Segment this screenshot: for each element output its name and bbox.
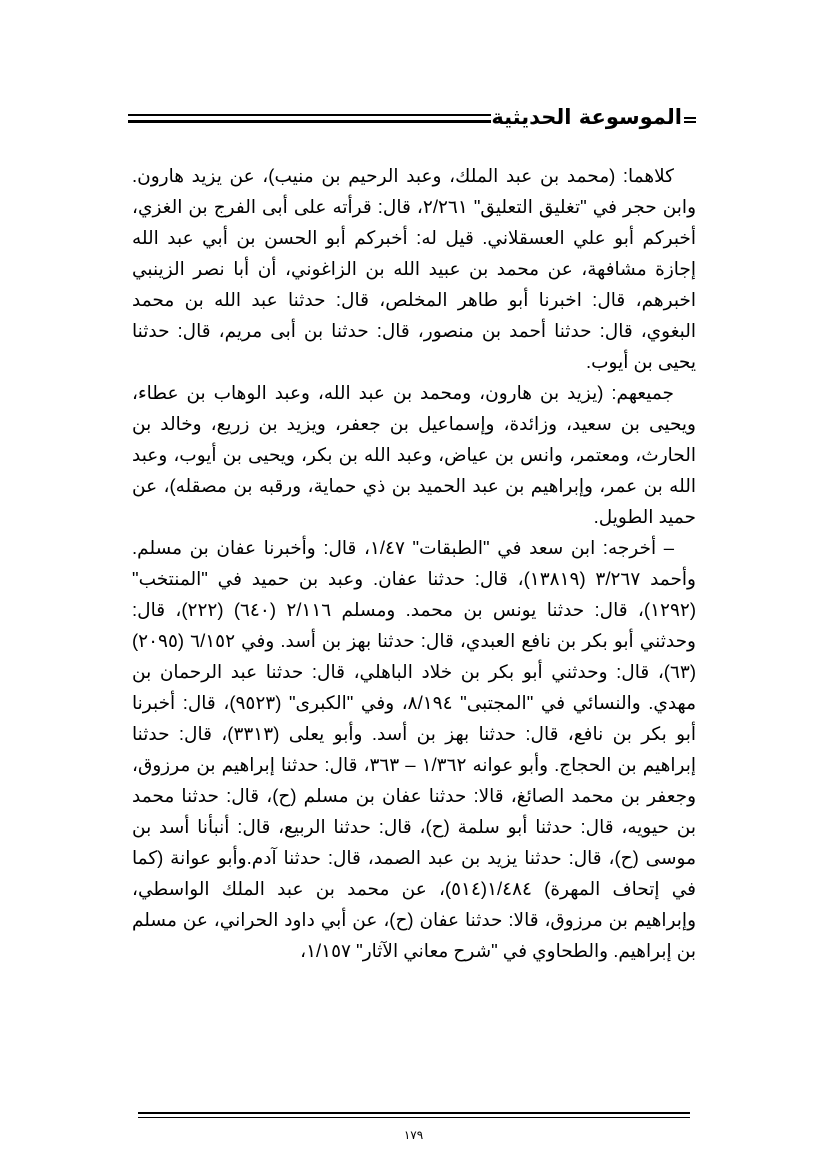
paragraph: كلاهما: (محمد بن عبد الملك، وعبد الرحيم بن منيب)، عن يزيد هارون. وابن حجر في "تغليق التعليق" ٢/٢٦١، قال: قرأته على أبى الفرج بن الغزي، أخبركم أبو علي العسقلاني. قيل له: أخبركم أبو الحسن بن أبي عبد الله إجازة مشافهة، عن محمد بن عبيد الله بن الزاغوني، أن أبا نصر الزينبي اخبرهم، قال: اخبرنا أبو طاهر المخلص، قال: حدثنا عبد الله بن محمد البغوي، قال: حدثنا أحمد بن منصور، قال: حدثنا بن أبى مريم، قال: حدثنا يحيى بن أيوب. — [132, 165, 697, 372]
header-title: الموسوعة الحديثية — [491, 105, 682, 129]
paragraph: – أخرجه: ابن سعد في "الطبقات" ١/٤٧، قال: وأخبرنا عفان بن مسلم. وأحمد ٣/٢٦٧ (١٣٨١٩)، قال: حدثنا عفان. وعبد بن حميد في "المنتخب" (١٢٩٢)، قال: حدثنا يونس بن محمد. ومسلم ٢/١١٦ (٦٤٠) (٢٢٢)، قال: وحدثني أبو بكر بن نافع العبدي، قال: حدثنا بهز بن أسد. وفي ٦/١٥٢ (٢٠٩٥) (٦٣)، قال: وحدثني أبو بكر بن خلاد الباهلي، قال: حدثنا عبد الرحمان بن مهدي. والنسائي في "المجتبى" ٨/١٩٤، وفي "الكبرى" (٩٥٢٣)، قال: أخبرنا أبو بكر بن نافع، قال: حدثنا بهز بن أسد. وأبو يعلى (٣٣١٣)، قال: حدثنا إبراهيم بن الحجاج. وأبو عوانه ١/٣٦٢ – ٣٦٣، قال: حدثنا إبراهيم بن مرزوق، وجعفر بن محمد الصائغ، قالا: حدثنا عفان بن مسلم (ح)، قال: حدثنا محمد بن حيويه، قال: حدثنا أبو سلمة (ح)، قال: حدثنا الربيع، قال: أنبأنا أسد بن موسى (ح)، قال: حدثنا يزيد بن عبد الصمد، قال: حدثنا آدم.وأبو عوانة (كما في إتحاف المهرة) ١/٤٨٤(٥١٤)، عن محمد بن عبد الملك الواسطي، وإبراهيم بن مرزوق، قالا: حدثنا عفان (ح)، عن أبي داود الحراني، عن مسلم بن إبراهيم. والطحاوي في "شرح معاني الآثار" ١/١٥٧، — [132, 537, 696, 961]
header-rule-left — [128, 114, 491, 123]
running-header — [128, 100, 696, 136]
main-text — [132, 160, 696, 966]
footer-rule — [138, 1112, 690, 1118]
header-rule-right — [684, 117, 696, 123]
paragraph: جميعهم: (يزيد بن هارون، ومحمد بن عبد الله، وعبد الوهاب بن عطاء، ويحيى بن سعيد، وزائدة، وإسماعيل بن جعفر، ويزيد بن زريع، وخالد بن الحارث، ومعتمر، وانس بن عياض، وعبد الله بن بكر، ويحيى بن أيوب، وعبد الله بن عمر، وإبراهيم بن عبد الحميد بن ذي حماية، ورقبه بن مصقله)، عن حميد الطويل. — [132, 382, 696, 527]
page-number: ١٧٩ — [403, 1128, 424, 1142]
